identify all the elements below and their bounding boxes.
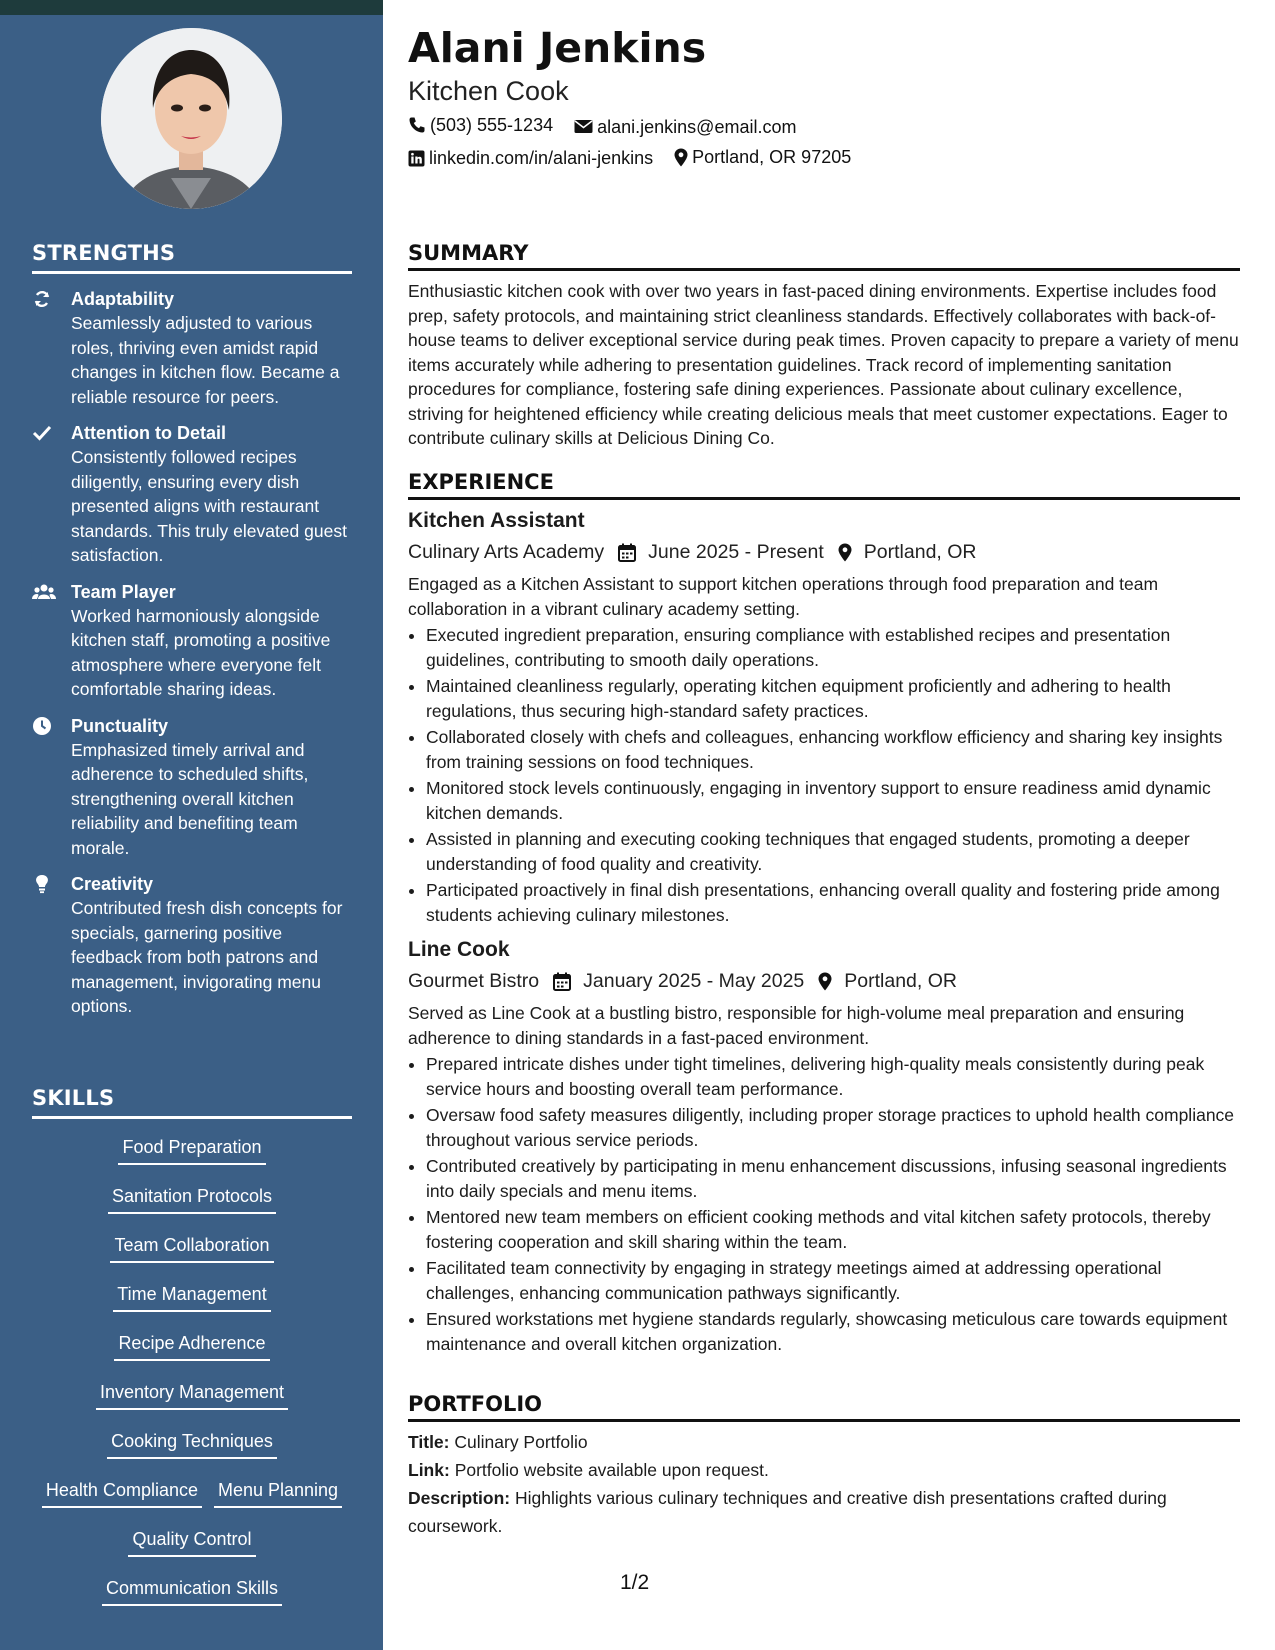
portfolio-description-line — [408, 1484, 1240, 1540]
contact-location — [674, 145, 851, 169]
portfolio-heading: PORTFOLIO — [408, 1392, 1240, 1422]
portfolio-title-value: Culinary Portfolio — [454, 1432, 588, 1452]
candidate-name: Alani Jenkins — [408, 24, 707, 72]
linkedin-icon — [408, 150, 425, 167]
profile-photo — [101, 28, 282, 209]
job-description: Engaged as a Kitchen Assistant to support kitchen operations through food preparation and team collaboration in a vibrant culinary academy setting. — [408, 574, 1159, 619]
strength-title: Creativity — [71, 874, 154, 894]
portfolio-section — [408, 1392, 1240, 1540]
job-dates: June 2025 - Present — [648, 541, 824, 563]
sync-icon — [32, 289, 54, 311]
skill-tag: Sanitation Protocols — [108, 1184, 276, 1214]
strength-title: Attention to Detail — [71, 423, 226, 443]
users-icon — [32, 582, 54, 604]
job-entry — [408, 935, 1240, 1356]
strength-item — [32, 714, 352, 861]
map-pin-icon — [818, 972, 832, 991]
bullet-item: • Mentored new team members on efficient cooking methods and vital kitchen safety protocols, thereby fostering cooperation and skill sharing within the team. — [426, 1205, 1240, 1254]
contact-email — [574, 115, 796, 139]
job-role: Line Cook — [408, 938, 510, 961]
bullet-item: • Assisted in planning and executing cooking techniques that engaged students, promoting a deeper understanding of food quality and creativity. — [426, 827, 1240, 876]
skill-tag: Cooking Techniques — [107, 1429, 277, 1459]
strength-description: Seamlessly adjusted to various roles, thriving even amidst rapid changes in kitchen flow. Became a reliable resource for peers. — [71, 313, 340, 407]
portfolio-title-label: Title: — [408, 1432, 450, 1452]
contact-row — [408, 113, 812, 140]
summary-section — [408, 241, 1240, 451]
strength-description: Consistently followed recipes diligently, ensuring every dish presented aligns with restaurant standards. This truly elevated guest satisfaction. — [71, 447, 347, 565]
phone-icon — [408, 116, 426, 134]
skills-list — [32, 1135, 352, 1625]
avatar — [101, 28, 282, 209]
portfolio-link-value: Portfolio website available upon request. — [454, 1460, 769, 1480]
portfolio-description-value: Highlights various culinary techniques and creative dish presentations crafted during coursework. — [408, 1488, 1167, 1536]
portfolio-body — [408, 1428, 1240, 1540]
job-meta — [408, 536, 1240, 568]
bullet-item: • Maintained cleanliness regularly, operating kitchen equipment proficiently and adhering to health regulations, thus securing high-standard safety practices. — [426, 674, 1240, 723]
bullet-item: • Oversaw food safety measures diligently, including proper storage practices to uphold health compliance throughout various service periods. — [426, 1103, 1240, 1152]
phone-text[interactable]: (503) 555-1234 — [430, 115, 554, 135]
job-company: Gourmet Bistro — [408, 970, 540, 992]
bullet-item: • Facilitated team connectivity by engaging in strategy meetings aimed at addressing operational challenges, enhancing communication pathways significantly. — [426, 1256, 1240, 1305]
strength-description: Worked harmoniously alongside kitchen staff, promoting a positive atmosphere where everyone felt comfortable sharing ideas. — [71, 605, 331, 699]
bullet-item: • Collaborated closely with chefs and colleagues, enhancing workflow efficiency and sharing key insights from training sessions on food techniques. — [426, 725, 1240, 774]
page-number: 1/2 — [620, 1571, 650, 1594]
skill-tag: Health Compliance — [42, 1478, 202, 1508]
skills-section — [32, 1086, 352, 1625]
sidebar — [0, 0, 383, 1650]
strength-description: Contributed fresh dish concepts for specials, garnering positive feedback from both patrons and management, invigorating menu options. — [71, 898, 343, 1016]
summary-text: Enthusiastic kitchen cook with over two years in fast-paced dining environments. Expertise includes food prep, safety protocols, and maintaining strict cleanliness standards. Effectively collaborates with back-of-house teams to deliver exceptional service during peak times. Proven capacity to prepare a variety of menu items accurately while adhering to presentation guidelines. Track record of implementing sanitation procedures for compliance, fostering safe dining experiences. Passionate about culinary excellence, striving for heightened efficiency while creating delicious meals that meet customer expectations. Eager to contribute culinary skills at Delicious Dining Co. — [408, 281, 1239, 448]
contact-row-2 — [408, 145, 867, 173]
bullet-item: • Contributed creatively by participating in menu enhancement discussions, infusing seasonal ingredients into daily specials and menu items. — [426, 1154, 1240, 1203]
bullet-item: • Participated proactively in final dish presentations, enhancing overall quality and fostering pride among students achieving culinary milestones. — [426, 878, 1240, 927]
clock-icon — [32, 716, 54, 738]
skill-tag: Food Preparation — [118, 1135, 265, 1165]
strength-item — [32, 580, 352, 702]
job-dates: January 2025 - May 2025 — [583, 970, 805, 992]
skill-tag: Inventory Management — [96, 1380, 288, 1410]
job-bullets — [408, 623, 1240, 927]
map-pin-icon — [838, 543, 852, 562]
job-role: Kitchen Assistant — [408, 509, 585, 532]
calendar-icon — [618, 543, 636, 562]
job-company: Culinary Arts Academy — [408, 541, 605, 563]
strengths-section — [32, 241, 352, 1019]
candidate-title: Kitchen Cook — [408, 76, 569, 106]
skill-tag: Recipe Adherence — [114, 1331, 269, 1361]
strength-title: Team Player — [71, 581, 176, 602]
skills-heading: SKILLS — [32, 1086, 352, 1119]
strength-title: Adaptability — [71, 289, 175, 309]
envelope-icon — [574, 119, 593, 134]
location-text: Portland, OR 97205 — [692, 147, 852, 167]
check-icon — [32, 423, 54, 445]
contact-linkedin — [408, 146, 653, 170]
job-location: Portland, OR — [863, 541, 977, 563]
bullet-item: • Monitored stock levels continuously, engaging in inventory support to ensure readiness amid dynamic kitchen demands. — [426, 776, 1240, 825]
skill-tag: Quality Control — [128, 1527, 255, 1557]
sidebar-top-bar — [0, 0, 383, 15]
lightbulb-icon — [32, 874, 54, 896]
strength-item — [32, 421, 352, 568]
skill-tag: Time Management — [113, 1282, 270, 1312]
job-location: Portland, OR — [844, 970, 957, 992]
email-link[interactable]: alani.jenkins@email.com — [597, 116, 797, 137]
portfolio-link-line — [408, 1456, 1240, 1484]
calendar-icon — [553, 972, 571, 991]
skill-tag: Communication Skills — [102, 1576, 282, 1606]
bullet-item: • Ensured workstations met hygiene standards regularly, showcasing meticulous care towards equipment maintenance and overall kitchen organization. — [426, 1307, 1240, 1356]
portfolio-description-label: Description: — [408, 1488, 511, 1508]
strengths-heading: STRENGTHS — [32, 241, 352, 274]
job-entry — [408, 506, 1240, 927]
strength-description: Emphasized timely arrival and adherence to scheduled shifts, strengthening overall kitchen reliability and benefiting team morale. — [71, 739, 309, 858]
summary-heading: SUMMARY — [408, 241, 1240, 271]
job-description: Served as Line Cook at a bustling bistro, responsible for high-volume meal preparation and ensuring adherence to dining standards in a fast-paced environment. — [408, 1003, 1185, 1048]
job-meta — [408, 965, 1240, 997]
strength-item — [32, 872, 352, 1019]
bullet-item: • Prepared intricate dishes under tight timelines, delivering high-quality meals consistently during peak service hours and boosting overall team performance. — [426, 1052, 1240, 1101]
experience-section — [408, 470, 1240, 1358]
contact-phone — [408, 113, 553, 137]
strength-item — [32, 287, 352, 409]
portfolio-link-label: Link: — [408, 1460, 450, 1480]
linkedin-link[interactable]: linkedin.com/in/alani-jenkins — [429, 148, 654, 168]
strength-title: Punctuality — [71, 715, 169, 736]
experience-heading: EXPERIENCE — [408, 470, 1240, 500]
skill-tag: Menu Planning — [214, 1478, 342, 1508]
skill-tag: Team Collaboration — [110, 1233, 273, 1263]
portfolio-title-line — [408, 1428, 1240, 1456]
bullet-item: • Executed ingredient preparation, ensuring compliance with established recipes and presentation guidelines, contributing to smooth daily operations. — [426, 623, 1240, 672]
map-pin-icon — [674, 148, 688, 167]
job-bullets — [408, 1052, 1240, 1356]
